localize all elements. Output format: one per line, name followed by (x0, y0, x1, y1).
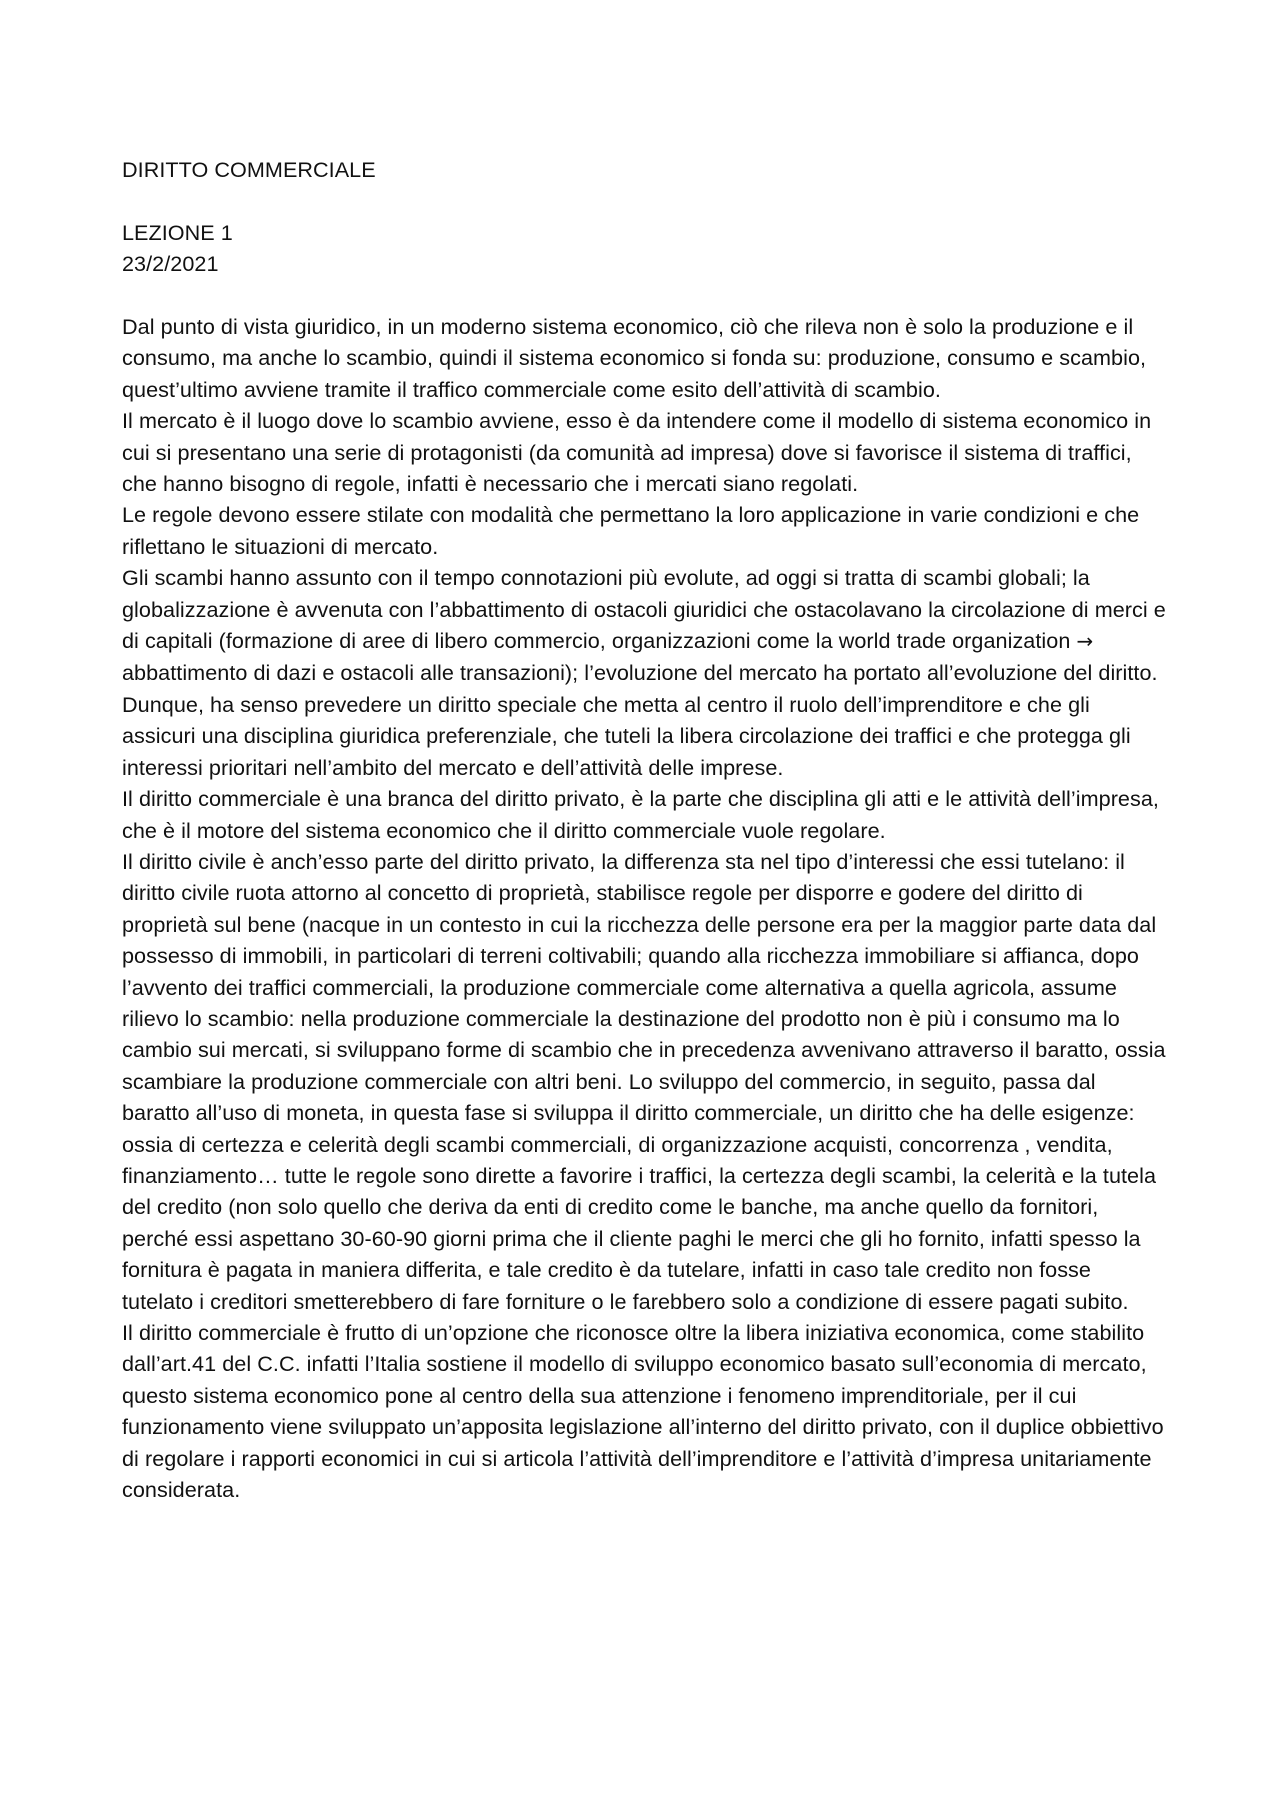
paragraph-part: abbattimento di dazi e ostacoli alle transazioni); l’evoluzione del mercato ha portato all’evoluzione del diritto. (122, 660, 1158, 686)
arrow-right-icon: → (1076, 629, 1094, 654)
lesson-date: 23/2/2021 (122, 251, 219, 277)
paragraph: Dal punto di vista giuridico, in un moderno sistema economico, ciò che rileva non è solo la produzione e il consumo, ma anche lo scambio, quindi il sistema economico si fonda su: produzione, consumo e scambio, quest’ultimo avviene tramite il traffico commerciale come esito dell’attività di scambio. (122, 314, 1147, 402)
paragraph: Il mercato è il luogo dove lo scambio avviene, esso è da intendere come il modello di sistema economico in cui si presentano una serie di protagonisti (da comunità ad impresa) dove si favorisce il sistema di traffici, che hanno bisogno di regole, infatti è necessario che i mercati siano regolati. (122, 408, 1152, 497)
paragraph: Dunque, ha senso prevedere un diritto speciale che metta al centro il ruolo dell’imprenditore e che gli assicuri una disciplina giuridica preferenziale, che tuteli la libera circolazione dei traffici e che protegga gli interessi prioritari nell’ambito del mercato e dell’attività delle imprese. (122, 691, 1131, 780)
paragraph: Le regole devono essere stilate con modalità che permettano la loro applicazione in varie condizioni e che riflettano le situazioni di mercato. (122, 502, 1140, 559)
paragraph: Il diritto commerciale è frutto di un’opzione che riconosce oltre la libera iniziativa economica, come stabilito dall’art.41 del C.C. infatti l’Italia sostiene il modello di sviluppo economico basato sull’economia di mercato, questo sistema economico pone al centro della sua attenzione i fenomeno imprenditoriale, per il cui funzionamento viene sviluppato un’apposita legislazione all’interno del diritto privato, con il duplice obbiettivo di regolare i rapporti economici in cui si articola l’attività dell’imprenditore e l’attività d’impresa unitariamente considerata. (122, 1320, 1164, 1503)
paragraph: Il diritto commerciale è una branca del diritto privato, è la parte che disciplina gli atti e le attività dell’impresa, che è il motore del sistema economico che il diritto commerciale vuole regolare. (122, 786, 1159, 843)
document-title: DIRITTO COMMERCIALE (122, 157, 376, 182)
document-body (122, 154, 1167, 1505)
paragraph-part: Gli scambi hanno assunto con il tempo connotazioni più evolute, ad oggi si tratta di scambi globali; la globalizzazione è avvenuta con l’abbattimento di ostacoli giuridici che ostacolavano la circolazione di merci e di capitali (formazione di aree di libero commercio, organizzazioni come la world trade organization (122, 565, 1166, 654)
lesson-label: LEZIONE 1 (122, 219, 233, 245)
paragraph-with-arrow (122, 562, 1167, 689)
paragraph: Il diritto civile è anch’esso parte del diritto privato, la differenza sta nel tipo d’interessi che essi tutelano: il diritto civile ruota attorno al concetto di proprietà, stabilisce regole per disporre e godere del diritto di proprietà sul bene (nacque in un contesto in cui la ricchezza delle persone era per la maggior parte data dal possesso di immobili, in particolari di terreni coltivabili; quando alla ricchezza immobiliare si affianca, dopo l’avvento dei traffici commerciali, la produzione commerciale come alternativa a quella agricola, assume rilievo lo scambio: nella produzione commerciale la destinazione del prodotto non è più i consumo ma lo cambio sui mercati, si sviluppano forme di scambio che in precedenza avvenivano attraverso il baratto, ossia scambiare la produzione commerciale con altri beni. Lo sviluppo del commercio, in seguito, passa dal baratto all’uso di moneta, in questa fase si sviluppa il diritto commerciale, un diritto che ha delle esigenze: ossia di certezza e celerità degli scambi commerciali, di organizzazione acquisti, concorrenza , vendita, finanziamento… tutte le regole sono dirette a favorire i traffici, la certezza degli scambi, la celerità e la tutela del credito (non solo quello che deriva da enti di credito come le banche, ma anche quello da fornitori, perché essi aspettano 30-60-90 giorni prima che il cliente paghi le merci che gli ho fornito, infatti spesso la fornitura è pagata in maniera differita, e tale credito è da tutelare, infatti in caso tale credito non fosse tutelato i creditori smetterebbero di fare forniture o le farebbero solo a condizione di essere pagati subito. (122, 848, 1166, 1314)
